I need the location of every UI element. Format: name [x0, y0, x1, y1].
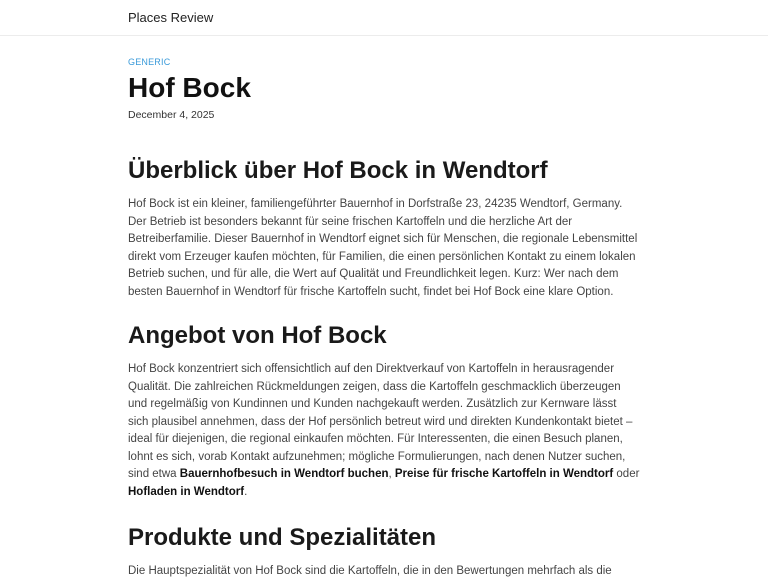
offer-end: .	[244, 485, 248, 498]
site-title-link[interactable]: Places Review	[128, 10, 214, 25]
section-heading-overview: Überblick über Hof Bock in Wendtorf	[128, 157, 548, 184]
offer-separator-1: ,	[388, 468, 395, 480]
section-paragraph-products: Die Hauptspezialität von Hof Bock sind die Kartoffeln, die in den Bewertungen mehrfach als die	[128, 565, 612, 577]
offer-separator-2: oder	[613, 468, 640, 480]
section-heading-products: Produkte und Spezialitäten	[128, 524, 437, 551]
keyword-bold-3: Hofladen in Wendtorf	[128, 485, 245, 498]
site-header	[0, 0, 768, 36]
keyword-bold-2: Preise für frische Kartoffeln in Wendtorf	[394, 468, 614, 480]
section-heading-offer: Angebot von Hof Bock	[128, 322, 387, 349]
offer-text: Hof Bock konzentriert sich offensichtlich auf den Direktverkauf von Kartoffeln in herausragender Qualität. Die zahlreichen Rückmeldungen zeigen, dass die Kartoffeln geschmacklich überzeugen und regelmäßig von Kundinnen und Kunden nachgekauft werden. Zusätzlich zur Kernware lässt sich plausibel annehmen, dass der Hof persönlich betreut wird und direkten Kundenkontakt bietet – ideal für diejenigen, die regional einkaufen möchten. Für Interessenten, die einen Besuch planen, lohnt es sich, vorab Kontakt aufzunehmen; mögliche Formulierungen, nach denen Nutzer suchen, sind etwa	[128, 363, 633, 480]
post-content	[128, 57, 640, 581]
keyword-bold-1: Bauernhofbesuch in Wendtorf buchen	[179, 468, 389, 480]
category-link[interactable]: GENERIC	[128, 57, 171, 67]
post-date: December 4, 2025	[128, 109, 215, 121]
section-paragraph-overview: Hof Bock ist ein kleiner, familiengeführter Bauernhof in Dorfstraße 23, 24235 Wendtorf, Germany. Der Betrieb ist besonders bekannt für seine frischen Kartoffeln und die herzliche Art der Betreiberfamilie. Dieser Bauernhof in Wendtorf eignet sich für Menschen, die regionale Lebensmittel direkt vom Erzeuger kaufen möchten, für Familien, die einen persönlichen Kontakt zu einem lokalen Betrieb suchen, und für alle, die Wert auf Qualität und Freundlichkeit legen. Kurz: Wer nach dem besten Bauernhof in Wendtorf für frische Kartoffeln sucht, findet bei Hof Bock eine klare Option.	[128, 198, 638, 298]
section-paragraph-offer	[128, 361, 640, 501]
post-title: Hof Bock	[128, 72, 251, 103]
